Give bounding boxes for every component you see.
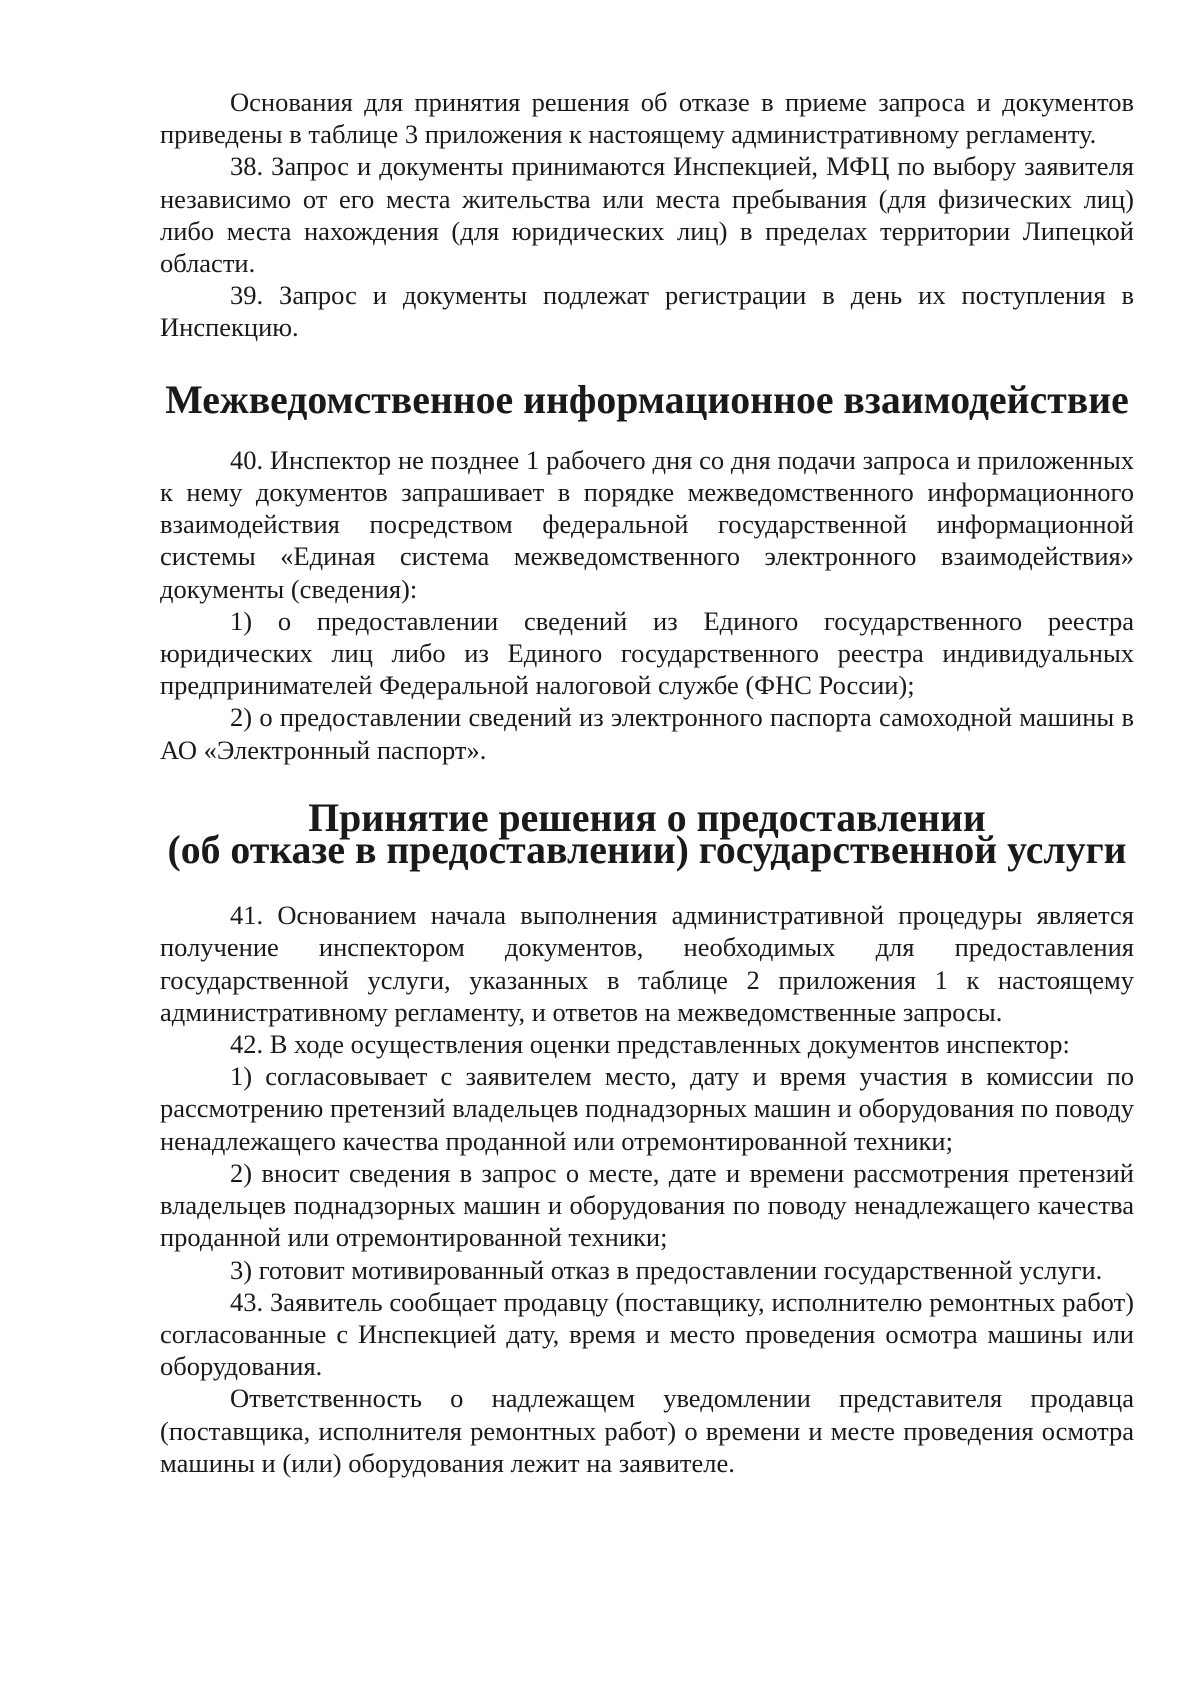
paragraph-40: 40. Инспектор не позднее 1 рабочего дня со дня подачи запроса и приложенных к нему документов запрашивает в порядке межведомственного информационного взаимодействия посредством федеральной государственной информационной системы «Единая система межведомственного электронного взаимодействия» документы (сведения):: [160, 444, 1134, 604]
section-heading-decision-line-1: Принятие решения о предоставлении: [308, 795, 986, 840]
paragraph-refusal-grounds: Основания для принятия решения об отказе в приеме запроса и документов приведены в таблице 3 приложения к настоящему административному регламенту.: [160, 87, 1134, 150]
paragraph-38: 38. Запрос и документы принимаются Инспекцией, МФЦ по выбору заявителя независимо от его места жительства или места пребывания (для физических лиц) либо места нахождения (для юридических лиц) в пределах территории Липецкой области.: [160, 151, 1134, 279]
section-heading-decision-line-2: (об отказе в предоставлении) государственной услуги: [167, 828, 1127, 873]
paragraph-42-item-2: 2) вносит сведения в запрос о месте, дате и времени рассмотрения претензий владельцев поднадзорных машин и оборудования по поводу ненадлежащего качества проданной или отремонтированной техники;: [160, 1157, 1134, 1253]
section-heading-decision: [160, 795, 1134, 873]
paragraph-responsibility: Ответственность о надлежащем уведомлении представителя продавца (поставщика, исполнителя ремонтных работ) о времени и месте проведения осмотра машины и (или) оборудования лежит на заявителе.: [160, 1383, 1134, 1478]
paragraph-40-item-2: 2) о предоставлении сведений из электронного паспорта самоходной машины в АО «Электронный паспорт».: [160, 702, 1134, 765]
paragraph-42: 42. В ходе осуществления оценки представленных документов инспектор:: [230, 1029, 1070, 1060]
section-heading-interagency: Межведомственное информационное взаимодействие: [165, 377, 1129, 422]
paragraph-39: 39. Запрос и документы подлежат регистрации в день их поступления в Инспекцию.: [160, 280, 1134, 343]
paragraph-42-item-1: 1) согласовывает с заявителем место, дату и время участия в комиссии по рассмотрению претензий владельцев поднадзорных машин и оборудования по поводу ненадлежащего качества проданной или отремонтированной техники;: [160, 1061, 1134, 1156]
paragraph-43: 43. Заявитель сообщает продавцу (поставщику, исполнителю ремонтных работ) согласованные с Инспекцией дату, время и место проведения осмотра машины или оборудования.: [160, 1286, 1134, 1382]
paragraph-41: 41. Основанием начала выполнения административной процедуры является получение инспектором документов, необходимых для предоставления государственной услуги, указанных в таблице 2 приложения 1 к настоящему административному регламенту, и ответов на межведомственные запросы.: [160, 900, 1134, 1027]
paragraph-42-item-3: 3) готовит мотивированный отказ в предоставлении государственной услуги.: [230, 1254, 1103, 1285]
paragraph-40-item-1: 1) о предоставлении сведений из Единого государственного реестра юридических лиц либо из Единого государственного реестра индивидуальных предпринимателей Федеральной налоговой службе (ФНС России);: [160, 605, 1134, 701]
